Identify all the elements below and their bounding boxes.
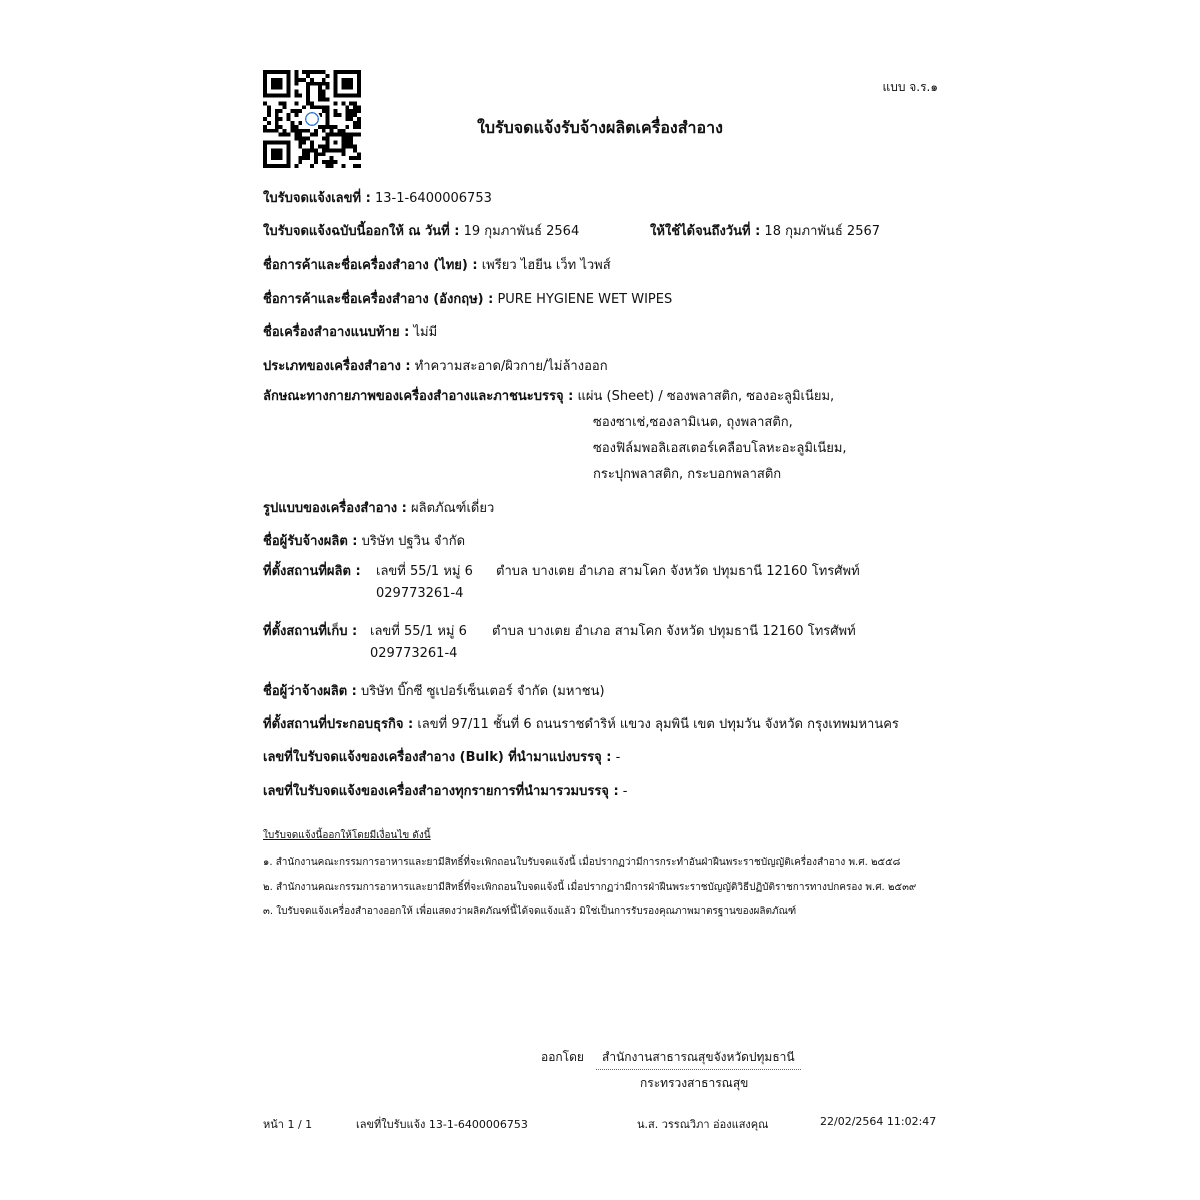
notification-number-value: 13-1-6400006753 [374, 191, 492, 206]
manufacturer-value: บริษัท ปฐวิน จำกัด [361, 534, 466, 549]
issue-date-label: ใบรับจดแจ้งฉบับนี้ออกให้ ณ วันที่ : [263, 224, 460, 239]
format-label: รูปแบบของเครื่องสำอาง : [263, 501, 407, 516]
mfg-location-address-2: ตำบล บางเตย อำเภอ สามโคก จังหวัด ปทุมธานี 12160 โทรศัพท์ [496, 564, 860, 579]
combined-number-row [263, 780, 627, 801]
valid-until-value: 18 กุมภาพันธ์ 2567 [764, 224, 881, 239]
business-location-row [263, 713, 899, 734]
bulk-number-label: เลขที่ใบรับจดแจ้งของเครื่องสำอาง (Bulk) ที่นำมาแบ่งบรรจุ : [263, 750, 612, 765]
trade-name-english-value: PURE HYGIENE WET WIPES [497, 292, 673, 307]
valid-until-row [650, 220, 880, 241]
manufacturer-row [263, 530, 465, 551]
category-row [263, 355, 608, 376]
trade-name-english-row [263, 288, 672, 309]
storage-location-phone: 029773261-4 [370, 646, 458, 661]
officer-name: น.ส. วรรณวิภา อ่องแสงคุณ [637, 1118, 769, 1131]
hirer-label: ชื่อผู้ว่าจ้างผลิต : [263, 684, 357, 699]
trade-name-english-label: ชื่อการค้าและชื่อเครื่องสำอาง (อังกฤษ) : [263, 292, 494, 307]
category-label: ประเภทของเครื่องสำอาง : [263, 359, 411, 374]
business-location-value: เลขที่ 97/11 ชั้นที่ 6 ถนนราชดำริห์ แขวง ลุมพินี เขต ปทุมวัน จังหวัด กรุงเทพมหานคร [417, 717, 899, 732]
issue-date-value: 19 กุมภาพันธ์ 2564 [463, 224, 580, 239]
bulk-number-row [263, 746, 620, 767]
document-title: ใบรับจดแจ้งรับจ้างผลิตเครื่องสำอาง [477, 118, 723, 137]
physical-value-line-1: แผ่น (Sheet) / ซองพลาสติก, ซองอะลูมิเนียม, [577, 389, 835, 404]
combined-number-value: - [622, 784, 628, 799]
issue-date-row [263, 220, 579, 241]
business-location-label: ที่ตั้งสถานที่ประกอบธุรกิจ : [263, 717, 414, 732]
print-timestamp: 22/02/2564 11:02:47 [820, 1115, 937, 1128]
issuing-office: สำนักงานสาธารณสุขจังหวัดปทุมธานี [596, 1048, 801, 1070]
hirer-row [263, 680, 605, 701]
issuing-ministry: กระทรวงสาธารณสุข [640, 1076, 749, 1090]
page-number: หน้า 1 / 1 [263, 1118, 313, 1131]
form-code: แบบ จ.ร.๑ [882, 80, 938, 94]
footer-reference-number: เลขที่ใบรับแจ้ง 13-1-6400006753 [356, 1118, 528, 1131]
conditions-heading: ใบรับจดแจ้งนี้ออกให้โดยมีเงื่อนไข ดังนี้ [263, 830, 431, 841]
condition-item: ๑. สำนักงานคณะกรรมการอาหารและยามีสิทธิ์ที่จะเพิกถอนใบรับจดแจ้งนี้ เมื่อปรากฏว่ามีการกระทำอันฝ่าฝืนพระราชบัญญัติเครื่องสำอาง พ.ศ. ๒๕๕๘ [263, 857, 901, 868]
physical-value-line-4: กระปุกพลาสติก, กระบอกพลาสติก [593, 467, 782, 482]
storage-location-label: ที่ตั้งสถานที่เก็บ : [263, 624, 358, 639]
issued-by-label: ออกโดย [541, 1050, 584, 1064]
storage-location-address: เลขที่ 55/1 หมู่ 6 [370, 624, 467, 639]
category-value: ทำความสะอาด/ผิวกาย/ไม่ล้างออก [414, 359, 608, 374]
storage-location-row [263, 620, 357, 641]
valid-until-label: ให้ใช้ได้จนถึงวันที่ : [650, 224, 761, 239]
physical-label: ลักษณะทางกายภาพของเครื่องสำอางและภาชนะบรรจุ : [263, 389, 574, 404]
attached-name-row [263, 321, 437, 342]
format-row [263, 497, 494, 518]
mfg-location-address: เลขที่ 55/1 หมู่ 6 [376, 564, 473, 579]
physical-value-line-2: ซองซาเช่,ซองลามิเนต, ถุงพลาสติก, [593, 415, 793, 430]
storage-location-address-2: ตำบล บางเตย อำเภอ สามโคก จังหวัด ปทุมธานี 12160 โทรศัพท์ [492, 624, 856, 639]
condition-item: ๒. สำนักงานคณะกรรมการอาหารและยามีสิทธิ์ที่จะเพิกถอนใบจดแจ้งนี้ เมื่อปรากฏว่ามีการฝ่าฝืนพระราชบัญญัติวิธีปฏิบัติราชการทางปกครอง พ.ศ. ๒๕๓๙ [263, 882, 917, 893]
mfg-location-label: ที่ตั้งสถานที่ผลิต : [263, 564, 361, 579]
mfg-location-phone: 029773261-4 [376, 586, 464, 601]
trade-name-thai-label: ชื่อการค้าและชื่อเครื่องสำอาง (ไทย) : [263, 258, 478, 273]
trade-name-thai-value: เพรียว ไฮยีน เว็ท ไวพส์ [481, 258, 611, 273]
format-value: ผลิตภัณฑ์เดี่ยว [411, 501, 495, 516]
manufacturer-label: ชื่อผู้รับจ้างผลิต : [263, 534, 358, 549]
notification-number-label: ใบรับจดแจ้งเลขที่ : [263, 191, 371, 206]
condition-item: ๓. ใบรับจดแจ้งเครื่องสำอางออกให้ เพื่อแสดงว่าผลิตภัณฑ์นี้ได้จดแจ้งแล้ว มิใช่เป็นการรับรองคุณภาพมาตรฐานของผลิตภัณฑ์ [263, 906, 797, 917]
combined-number-label: เลขที่ใบรับจดแจ้งของเครื่องสำอางทุกรายการที่นำมารวมบรรจุ : [263, 784, 619, 799]
notification-number-row [263, 187, 492, 208]
physical-value-line-3: ซองฟิล์มพอลิเอสเตอร์เคลือบโลหะอะลูมิเนียม, [593, 441, 847, 456]
trade-name-thai-row [263, 254, 611, 275]
mfg-location-row [263, 560, 361, 581]
bulk-number-value: - [615, 750, 621, 765]
physical-row [263, 385, 834, 406]
hirer-value: บริษัท บิ๊กซี ซูเปอร์เซ็นเตอร์ จำกัด (มหาชน) [361, 684, 605, 699]
attached-name-label: ชื่อเครื่องสำอางแนบท้าย : [263, 325, 410, 340]
attached-name-value: ไม่มี [413, 325, 438, 340]
